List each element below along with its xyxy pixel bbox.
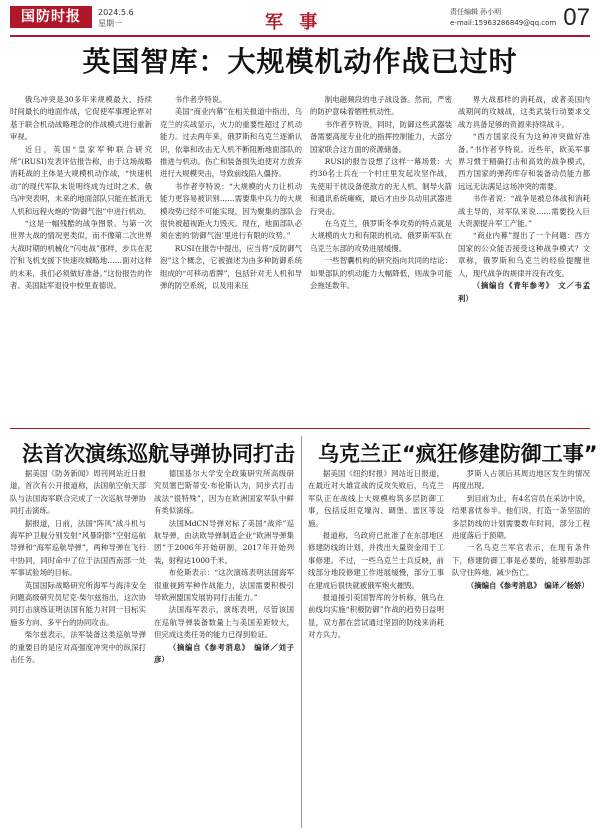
byline: （摘编自《青年参考》 文／韦孟利） xyxy=(458,281,590,303)
editor-info xyxy=(450,7,562,29)
paragraph: 书作者亨特说。 xyxy=(174,95,227,104)
paragraph: 书作者亨特说，同时，防御这些武器装备需要高度专业化的指挥控制能力，大部分国家联合这方面的资源储备。 xyxy=(310,119,452,154)
paragraph: 一名乌克兰军官表示，在现有条件下，修建防御工事是必要的，能够帮助部队守住阵地、减少伤亡。 xyxy=(452,543,590,578)
paragraph: 界大战那样的消耗战，或者美国内战期间的攻城战，这类武装行动要求交战方具备足够的资源来持续战斗。 xyxy=(458,95,590,129)
paragraph: 一些智囊机构的研究指向共同的结论：如果部队的机动能力大幅降低，则战争可能会拖延数年。 xyxy=(310,256,452,291)
page-header xyxy=(10,6,590,36)
paragraph: 法国MdCN导弹对标了美国“战斧”巡航导弹，由法欧导弹制造企业“欧洲导弹集团”于2006年开始研制，2017年开始列装，射程达1000千米。 xyxy=(154,518,294,565)
paragraph: 制电磁频段的电子战设备。然而，严密的防护意味着牺牲机动性。 xyxy=(310,95,452,117)
paragraph: 英国国际战略研究所海军与海洋安全问题高级研究员尼克·柴尔兹指出，这次协同打击演练证明法国有能力对同一目标实施多方向、多平台的协同攻击。 xyxy=(10,580,146,627)
byline: （摘编自《参考消息》 编译／刘子彦） xyxy=(154,642,294,665)
paragraph: 俄乌冲突是30多年来规模最大、持续时间最长的地面作战，它促使军事理论界对基于联合机动战略理念的作战模式进行重新审视。 xyxy=(10,95,152,142)
paragraph: 据报道，日前，法国“阵风”战斗机与海军护卫舰分别发射“风暴阴影”空射巡航导弹和“海军巡航导弹”，两种导弹在飞行中协同，同时命中了位于法国西南部一处军事试验场的目标。 xyxy=(10,518,146,578)
left-article-column-1 xyxy=(10,468,146,828)
paragraph: 美国“商业内幕”在相关报道中指出，乌克兰的实战显示，火力的重要性超过了机动能力。过去两年来，俄罗斯和乌克兰逐渐认识，依靠和改击无人机不断阻断地面部队的推进与机动。伤亡和装备损失迫使对方放弃进行大规模突击，导致前线陷入僵持。 xyxy=(160,107,302,179)
column-rule xyxy=(301,436,302,828)
paragraph: 到目前为止，有4名官员在采访中说，结果喜忧参半。他们说，打造一条坚固的多层防线的计划需要数年时间，部分工程进度落后于预期。 xyxy=(452,493,590,541)
paragraph: 近日，英国“皇家军种联合研究所”(RUSI)发表评估报告称，由于这场战略消耗战的主体是大规模机动作战，“快速机动”的现代军队未说明终成为过时之术，俄乌冲突表明，未来的地面部队只能在抵消无人机和远程火炮的“防御气泡”中进行机动。 xyxy=(10,144,152,216)
right-article-column-1 xyxy=(308,468,444,828)
byline: （摘编自《参考消息》 编译／杨娇） xyxy=(466,580,589,590)
main-article-column-4 xyxy=(458,94,590,422)
right-article-headline: 乌克兰正“疯狂修建防御工事” xyxy=(318,442,598,466)
paragraph: 德国基尔大学安全政策研究所高级研究员塞巴斯蒂安·布伦斯认为，同步式打击战法“很特殊”，因为在欧洲国家军队中鲜有类似演练。 xyxy=(154,469,294,516)
right-article-column-2 xyxy=(452,468,590,828)
paragraph: 书作者说：“战争是被总体战和消耗战主导的，对军队来说……需要投入巨大资源提升军工产能。” xyxy=(458,194,590,229)
paragraph: 据美国《纽约时报》网站近日报道，在最近对大雄宣战的反攻失败后，乌克兰军队正在战线上大规模构筑多层防御工事，包括反坦克壕沟、碉堡、雷区等设施。 xyxy=(308,469,444,528)
editor-email: e-mail:15963286849@qq.com xyxy=(450,19,557,27)
header-rule xyxy=(10,35,590,37)
paragraph: 报道称，乌政府已批准了在东部地区修建防线的计划，并拨出大量资金用于工事修建。不过，一些乌克兰士兵反映，前线部分地段修建工作进展缓慢，部分工事在建成后很快就被俄军炮火摧毁。 xyxy=(308,531,444,590)
paragraph: 法国海军表示，演练表明，尽管该国在巡航导弹装备数量上与美国差距较大，但完成这类任务的能力已得到验证。 xyxy=(154,605,294,640)
page-number: 07 xyxy=(563,4,590,31)
newspaper-logo: 国防时报 xyxy=(10,6,92,28)
left-article-column-2 xyxy=(154,468,294,828)
paragraph: 在乌克兰，俄罗斯冬季攻势的特点就是大规模的火力和有限的机动。俄罗斯军队在乌克兰东部的攻势进展缓慢。 xyxy=(310,219,452,253)
paragraph: RUSI的报告设想了这样一幕场景：大约30名士兵在一个村庄里发起攻坚作战，先使用干扰设备使敌方的无人机、制导火箭和通讯系统瘫痪，最后才由步兵动用武器进行突击。 xyxy=(310,157,452,216)
paragraph: 书作者亨特说：“大规模的火力让机动能力更容易被识别……需要集中兵力的大规模攻势已经不可能实现，因为聚集的部队会很快被超视距火力毁灭。现在，地面部队必须在密的‘防御气泡’里进行有限的攻势。” xyxy=(160,181,302,241)
issue-weekday: 星期一 xyxy=(98,19,122,28)
main-headline: 英国智库：大规模机动作战已过时 xyxy=(82,45,518,78)
section-divider xyxy=(10,428,590,429)
main-article-column-3 xyxy=(310,94,452,422)
paragraph: RUSI在报告中提出，应当将“反防御气泡”这个概念，它被描述为由多种防御系统组成的“可移动盾牌”，包括针对无人机和导弹的防空系统，以及用来压 xyxy=(160,243,302,291)
section-title: 军 事 xyxy=(265,12,323,33)
left-article-headline: 法首次演练巡航导弹协同打击 xyxy=(22,442,295,466)
paragraph: 布伦斯表示：“这次演练表明法国海军很重视跨军种作战能力，法国需要积极引导欧洲盟国发展协同打击能力。” xyxy=(154,568,294,603)
paragraph: 罗斯人占领后其周边地区发生的情况再度出现。 xyxy=(452,469,590,491)
main-article-column-1 xyxy=(10,94,152,422)
paragraph: “这是一幅残酷的战争图景。与第一次世界大战的情况更类似，而不像第二次世界大战时期的机械化“闪电战”那样，步兵在泥泞和飞机支援下快速攻城略地……面对这样的未来，我们必须做好准备。”这份报告的作者、美国陆军退役中校里查德说。 xyxy=(10,219,152,291)
paragraph: 柴尔兹表示，法军装备这类巡航导弹的重要目的是应对高强度冲突中的纵深打击任务。 xyxy=(10,630,146,665)
main-article-column-2 xyxy=(160,94,302,422)
paragraph: 报道援引美国智库的分析称，俄乌在前线均实施“积极防御”作战的趋势日益明显，双方都在尝试通过坚固的防线来消耗对方兵力。 xyxy=(308,593,444,640)
editor-name: 责任编辑 孙小明 xyxy=(450,8,502,16)
issue-date: 2024.5.6 xyxy=(98,8,134,17)
paragraph: 据美国《防务新闻》周刊网站近日报道，首次有公开报道称，法国航空航天部队与法国海军联合完成了一次巡航导弹协同打击演练。 xyxy=(10,469,146,516)
paragraph: “商业内幕”提出了一个问题：西方国家的公众能否接受这种战争模式？文章称，俄罗斯和乌克兰的经验提醒世人，现代战争的规律并没有改变。 xyxy=(458,231,590,278)
paragraph: “西方国家没有为这种冲突做好准备。”书作者亨特说。近些年，欧美军事界习惯于精确打击和高效的战争模式，西方国家的弹药库存和装备动员能力都远远无法满足这场冲突的需要。 xyxy=(458,132,590,191)
